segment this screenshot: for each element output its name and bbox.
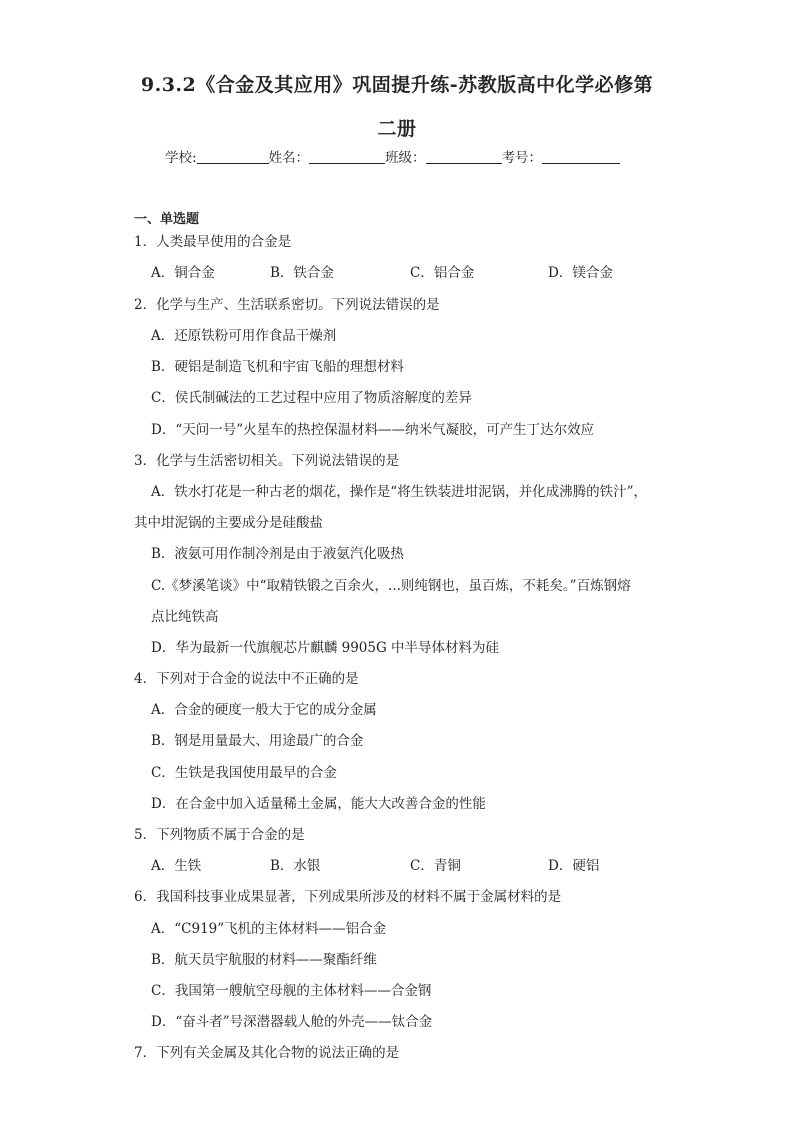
q4-option-c[interactable]: C．生铁是我国使用最早的合金: [151, 765, 337, 781]
question-3-stem: 3．化学与生活密切相关。下列说法错误的是: [134, 453, 400, 469]
q3-option-d[interactable]: D．华为最新一代旗舰芯片麒麟 9905G 中半导体材料为硅: [151, 640, 500, 656]
q4-option-d[interactable]: D．在合金中加入适量稀土金属，能大大改善合金的性能: [151, 796, 486, 812]
q6-option-d[interactable]: D．“奋斗者”号深潜器载人舱的外壳——钛合金: [151, 1014, 433, 1030]
question-1-options: [0, 265, 794, 281]
q2-option-d[interactable]: D．“天问一号”火星车的热控保温材料——纳米气凝胶，可产生丁达尔效应: [151, 422, 595, 438]
school-blank[interactable]: [197, 149, 269, 164]
q3-option-a-line2: 其中坩泥锅的主要成分是硅酸盐: [134, 515, 323, 531]
q4-option-a[interactable]: A．合金的硬度一般大于它的成分金属: [151, 702, 377, 718]
school-label: 学校:: [165, 150, 197, 166]
page-title-line1: 9.3.2《合金及其应用》巩固提升练-苏教版高中化学必修第: [140, 74, 654, 96]
number-label: 考号：: [501, 150, 543, 166]
q2-option-b[interactable]: B．硬铝是制造飞机和宇宙飞船的理想材料: [151, 359, 404, 375]
student-info-row: [165, 146, 620, 166]
q6-option-b[interactable]: B．航天员宇航服的材料——聚酯纤维: [151, 952, 377, 968]
q5-option-b[interactable]: B．水银: [270, 858, 321, 874]
q6-option-c[interactable]: C．我国第一艘航空母舰的主体材料——合金钢: [151, 983, 432, 999]
q5-option-d[interactable]: D．硬铝: [548, 858, 600, 874]
question-5-stem: 5．下列物质不属于合金的是: [134, 827, 305, 843]
q2-option-a[interactable]: A．还原铁粉可用作食品干燥剂: [151, 328, 337, 344]
q1-option-d[interactable]: D．镁合金: [548, 265, 613, 281]
q4-option-b[interactable]: B．钢是用量最大、用途最广的合金: [151, 733, 364, 749]
name-label: 姓名：: [268, 150, 310, 166]
q1-option-b[interactable]: B．铁合金: [270, 265, 334, 281]
question-7-stem: 7．下列有关金属及其化合物的说法正确的是: [134, 1045, 400, 1061]
name-blank[interactable]: [309, 149, 385, 164]
q3-option-a-line1[interactable]: A．铁水打花是一种古老的烟花，操作是“将生铁装进坩泥锅，并化成沸腾的铁汁”，: [151, 484, 648, 500]
q1-option-c[interactable]: C．铝合金: [410, 265, 475, 281]
q3-option-c-line1[interactable]: C.《梦溪笔谈》中“取精铁锻之百余火，...则纯钢也，虽百炼，不耗矣。”百炼钢熔: [151, 578, 631, 594]
question-4-stem: 4．下列对于合金的说法中不正确的是: [134, 671, 359, 687]
question-6-stem: 6．我国科技事业成果显著，下列成果所涉及的材料不属于金属材料的是: [134, 889, 562, 905]
section-heading: 一、单选题: [134, 212, 200, 227]
q2-option-c[interactable]: C．侯氏制碱法的工艺过程中应用了物质溶解度的差异: [151, 390, 472, 406]
q3-option-b[interactable]: B．液氨可用作制冷剂是由于液氨汽化吸热: [151, 546, 404, 562]
q3-option-c-line2: 点比纯铁高: [151, 609, 219, 625]
question-2-stem: 2．化学与生产、生活联系密切。下列说法错误的是: [134, 297, 440, 313]
q5-option-a[interactable]: A．生铁: [151, 858, 202, 874]
q5-option-c[interactable]: C．青铜: [410, 858, 461, 874]
page-title-line2: 二册: [377, 118, 417, 140]
class-label: 班级：: [385, 150, 426, 166]
q6-option-a[interactable]: A．“C919”飞机的主体材料——铝合金: [151, 921, 387, 937]
class-blank[interactable]: [426, 149, 502, 164]
q1-option-a[interactable]: A．铜合金: [151, 265, 215, 281]
question-1-stem: 1．人类最早使用的合金是: [134, 234, 292, 250]
number-blank[interactable]: [542, 149, 620, 164]
question-5-options: [0, 858, 794, 874]
